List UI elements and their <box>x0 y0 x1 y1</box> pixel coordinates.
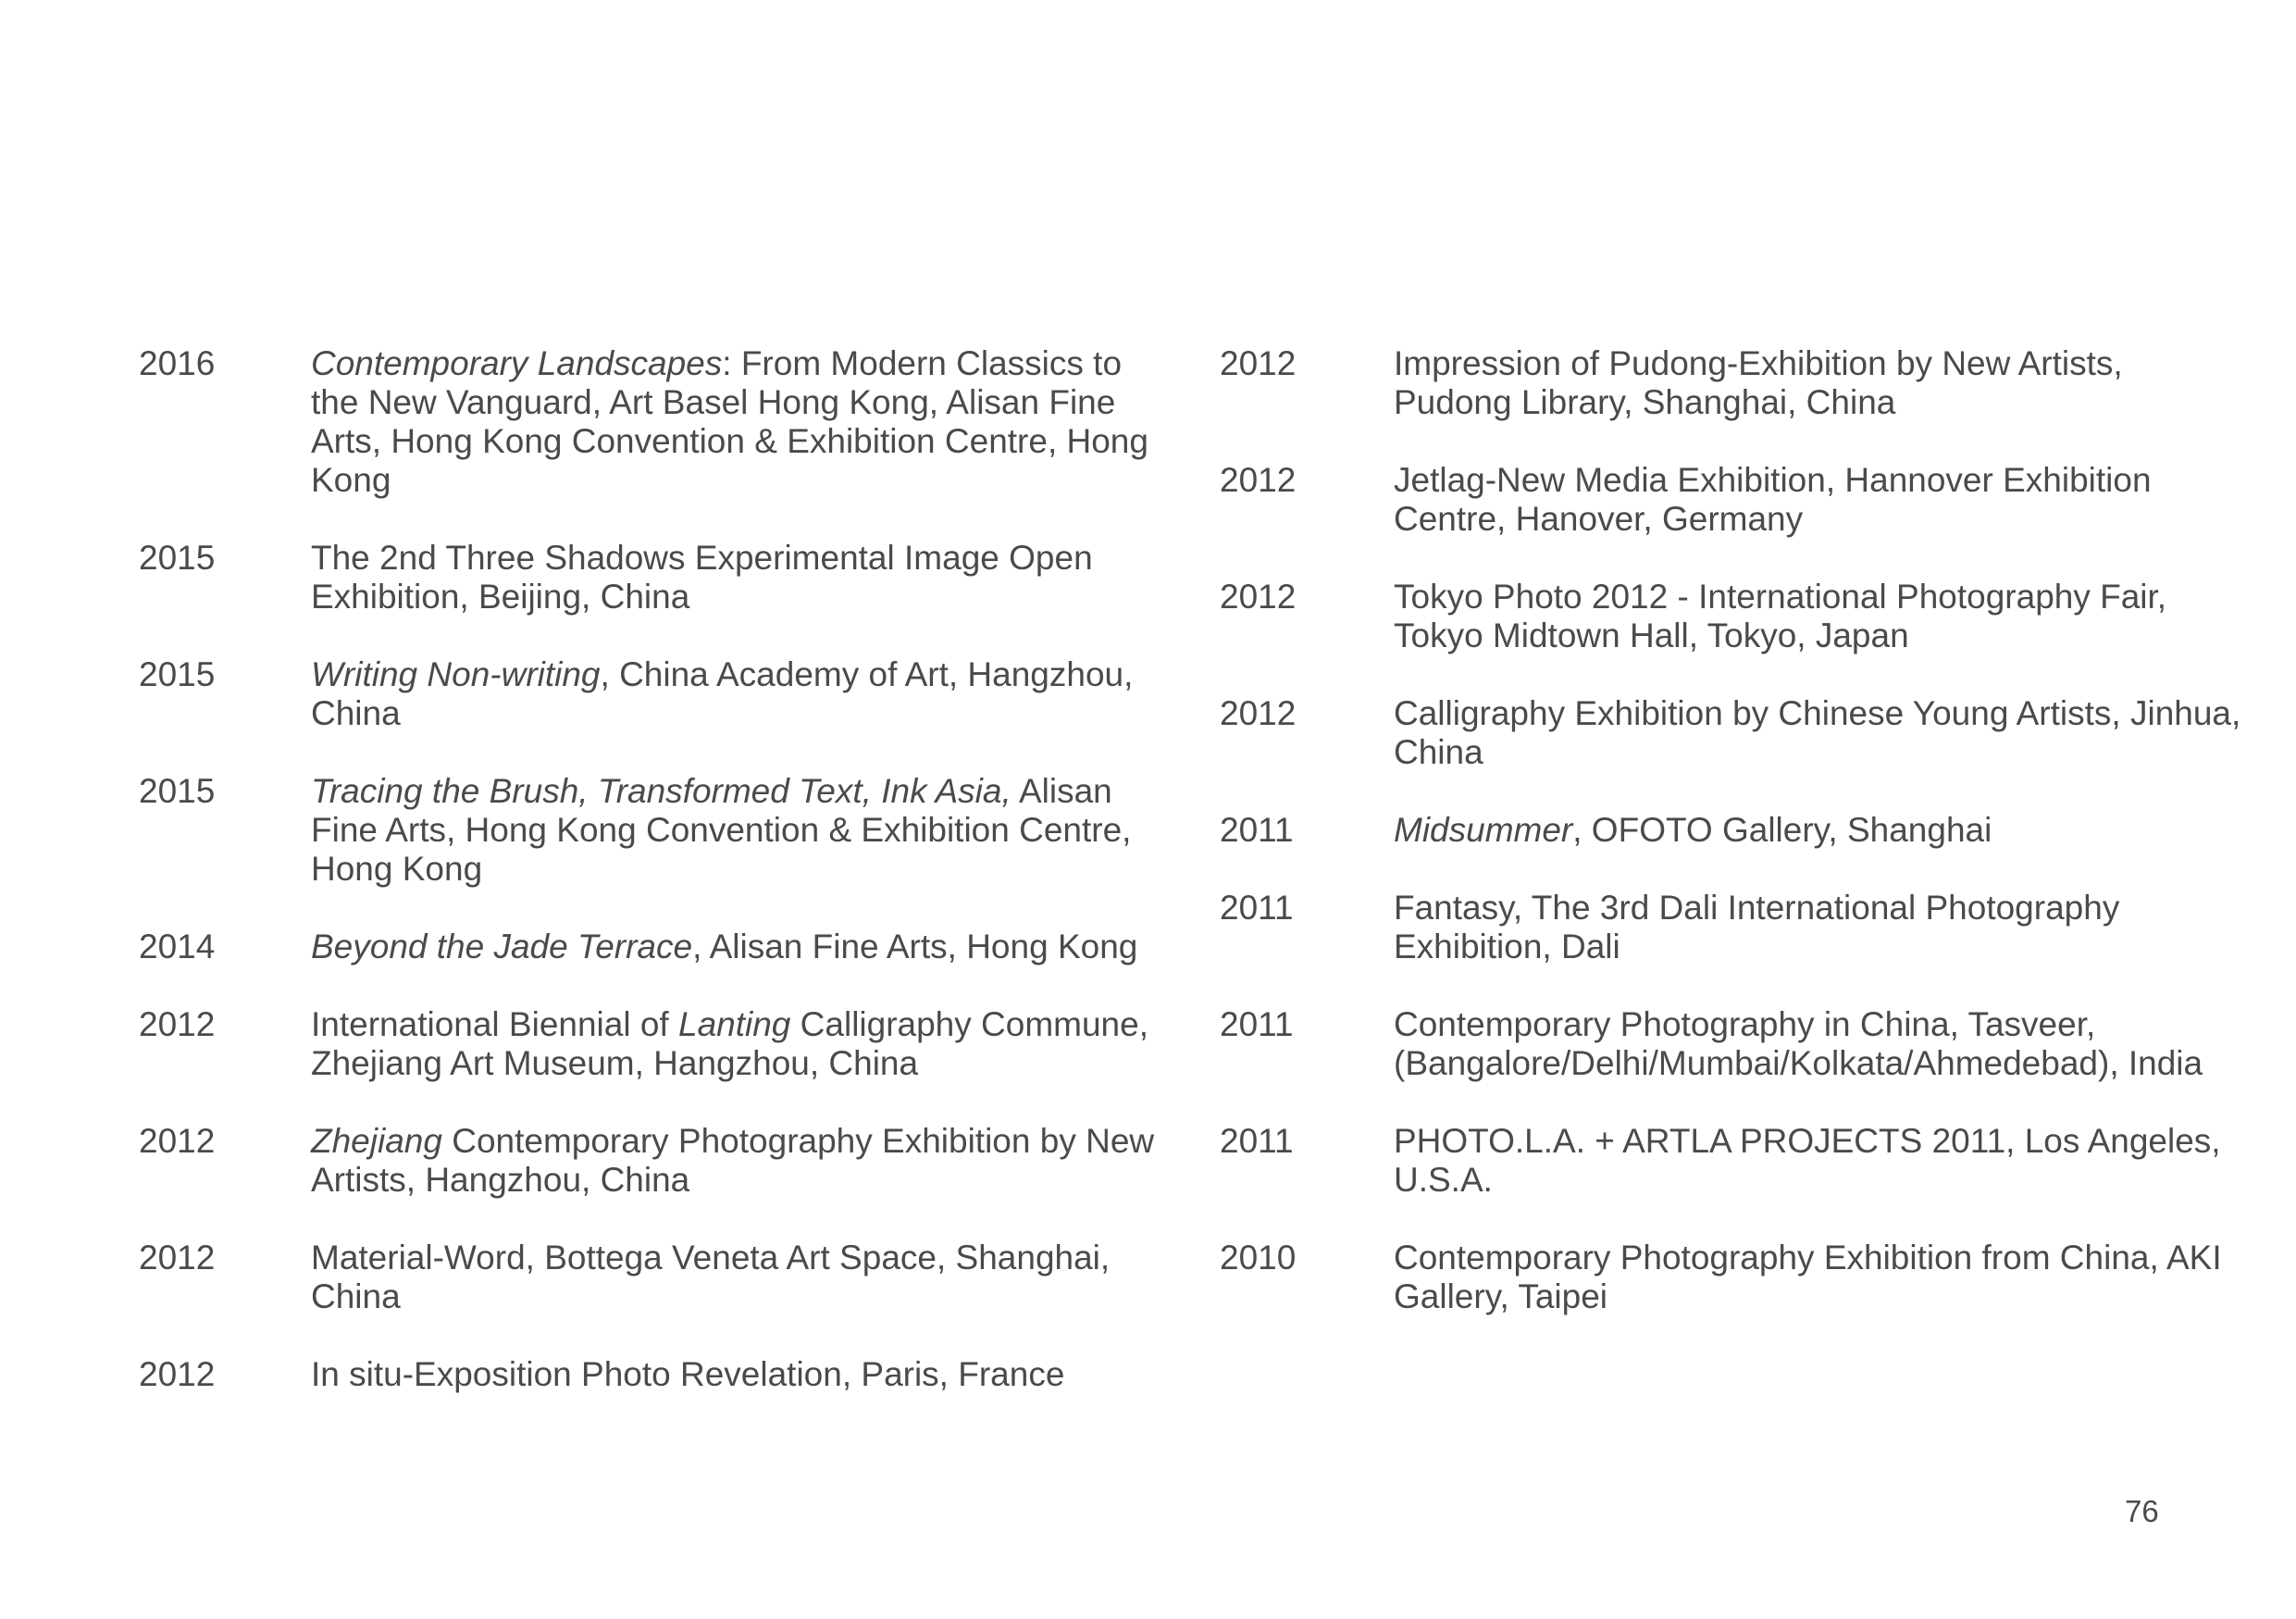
exhibition-title-italic: Midsummer <box>1394 811 1573 849</box>
exhibition-title-italic: Beyond the Jade Terrace <box>311 928 693 965</box>
exhibition-title-italic: Zhejiang <box>311 1122 442 1160</box>
exhibition-year: 2015 <box>139 772 216 810</box>
exhibition-entry <box>139 1005 1157 1083</box>
exhibition-entry <box>1220 889 2247 966</box>
exhibition-entry <box>1220 1122 2247 1200</box>
exhibition-entry <box>139 1239 1157 1316</box>
exhibition-title-italic: Writing Non-writing <box>311 655 601 693</box>
exhibition-description <box>1394 694 2251 772</box>
exhibition-year: 2015 <box>139 539 216 577</box>
page-number: 76 <box>2125 1494 2159 1528</box>
exhibition-entry <box>1220 344 2247 422</box>
exhibition-year: 2012 <box>1220 344 1297 382</box>
exhibition-text: , China Academy of Art, Hangzhou, China <box>311 655 1143 732</box>
exhibition-text: The 2nd Three Shadows Experimental Image Open Exhibition, Beijing, China <box>311 539 1102 616</box>
exhibition-text: Contemporary Photography Exhibition by New Artists, Hangzhou, China <box>311 1122 1162 1199</box>
exhibition-year: 2012 <box>139 1005 216 1043</box>
exhibition-entry <box>139 539 1157 616</box>
exhibition-year: 2012 <box>139 1355 216 1393</box>
exhibition-year: 2011 <box>1220 889 1294 927</box>
exhibition-text: , Alisan Fine Arts, Hong Kong <box>692 928 1138 965</box>
exhibition-description <box>1394 811 2247 850</box>
exhibition-title-italic: Contemporary Landscapes <box>311 344 723 382</box>
exhibition-text: Tokyo Photo 2012 - International Photography Fair, Tokyo Midtown Hall, Tokyo, Japan <box>1394 578 2176 654</box>
exhibition-entry <box>139 1355 1157 1394</box>
exhibition-entry <box>1220 1239 2247 1316</box>
exhibition-text: Material-Word, Bottega Veneta Art Space, Shanghai, China <box>311 1239 1120 1315</box>
exhibition-entry <box>1220 578 2247 655</box>
exhibition-text: Contemporary Photography Exhibition from China, AKI Gallery, Taipei <box>1394 1239 2231 1315</box>
exhibition-description <box>311 539 1157 616</box>
exhibition-entry <box>139 1122 1162 1200</box>
exhibition-year: 2011 <box>1220 1122 1294 1160</box>
exhibition-description <box>1394 1005 2247 1083</box>
exhibition-description <box>311 1005 1157 1083</box>
exhibition-description <box>1394 889 2247 966</box>
right-exhibition-list <box>1220 344 2251 1355</box>
exhibition-entry <box>1220 694 2251 772</box>
exhibition-title-italic: Tracing the Brush, Transformed Text, Ink Asia, <box>311 772 1011 810</box>
exhibition-text: Jetlag-New Media Exhibition, Hannover Exhibition Centre, Hanover, Germany <box>1394 461 2161 538</box>
exhibition-entry <box>139 344 1157 500</box>
exhibition-text: In situ-Exposition Photo Revelation, Paris, France <box>311 1355 1065 1393</box>
exhibition-year: 2014 <box>139 928 216 965</box>
exhibition-text: , OFOTO Gallery, Shanghai <box>1572 811 1992 849</box>
exhibition-year: 2011 <box>1220 811 1294 849</box>
exhibition-text: Calligraphy Exhibition by Chinese Young Artists, Jinhua, China <box>1394 694 2251 771</box>
exhibition-entry <box>139 655 1157 733</box>
exhibition-entry <box>1220 461 2247 539</box>
exhibition-title-italic: Lanting <box>678 1005 791 1043</box>
exhibition-description <box>311 655 1157 733</box>
exhibition-year: 2012 <box>1220 694 1297 732</box>
exhibition-description <box>311 1355 1157 1394</box>
exhibition-year: 2012 <box>1220 578 1297 616</box>
exhibition-year: 2012 <box>139 1239 216 1277</box>
exhibition-entry <box>1220 811 2247 850</box>
exhibition-description <box>1394 1239 2247 1316</box>
exhibition-year: 2012 <box>139 1122 216 1160</box>
exhibition-text: Contemporary Photography in China, Tasveer, (Bangalore/Delhi/Mumbai/Kolkata/Ahmedebad), India <box>1394 1005 2203 1082</box>
exhibition-description <box>1394 461 2247 539</box>
exhibition-description <box>1394 1122 2247 1200</box>
exhibition-year: 2010 <box>1220 1239 1297 1277</box>
exhibition-description <box>311 928 1157 966</box>
exhibition-text: Alisan Fine Arts, Hong Kong Convention & Exhibition Centre, Hong Kong <box>311 772 1141 888</box>
exhibition-year: 2015 <box>139 655 216 693</box>
exhibition-year: 2012 <box>1220 461 1297 499</box>
exhibition-description <box>1394 578 2247 655</box>
exhibition-description <box>1394 344 2247 422</box>
exhibition-text: Impression of Pudong-Exhibition by New Artists, Pudong Library, Shanghai, China <box>1394 344 2132 421</box>
exhibition-description <box>311 1239 1157 1316</box>
exhibition-description <box>311 344 1157 500</box>
exhibition-year: 2016 <box>139 344 216 382</box>
left-exhibition-list <box>139 344 1162 1433</box>
exhibition-entry <box>139 772 1157 889</box>
exhibition-year: 2011 <box>1220 1005 1294 1043</box>
exhibition-entry <box>1220 1005 2247 1083</box>
exhibition-text: Fantasy, The 3rd Dali International Photography Exhibition, Dali <box>1394 889 2129 965</box>
exhibition-entry <box>139 928 1157 966</box>
exhibition-description <box>311 772 1157 889</box>
exhibition-text: : From Modern Classics to the New Vanguard, Art Basel Hong Kong, Alisan Fine Arts, Hong Kong Convention & Exhibition Centre, Hong Kong <box>311 344 1159 499</box>
exhibition-text: Calligraphy Commune, Zhejiang Art Museum, Hangzhou, China <box>311 1005 1159 1082</box>
exhibition-text: PHOTO.L.A. + ARTLA PROJECTS 2011, Los Angeles, U.S.A. <box>1394 1122 2230 1199</box>
exhibition-text: International Biennial of <box>311 1005 678 1043</box>
exhibition-description <box>311 1122 1162 1200</box>
